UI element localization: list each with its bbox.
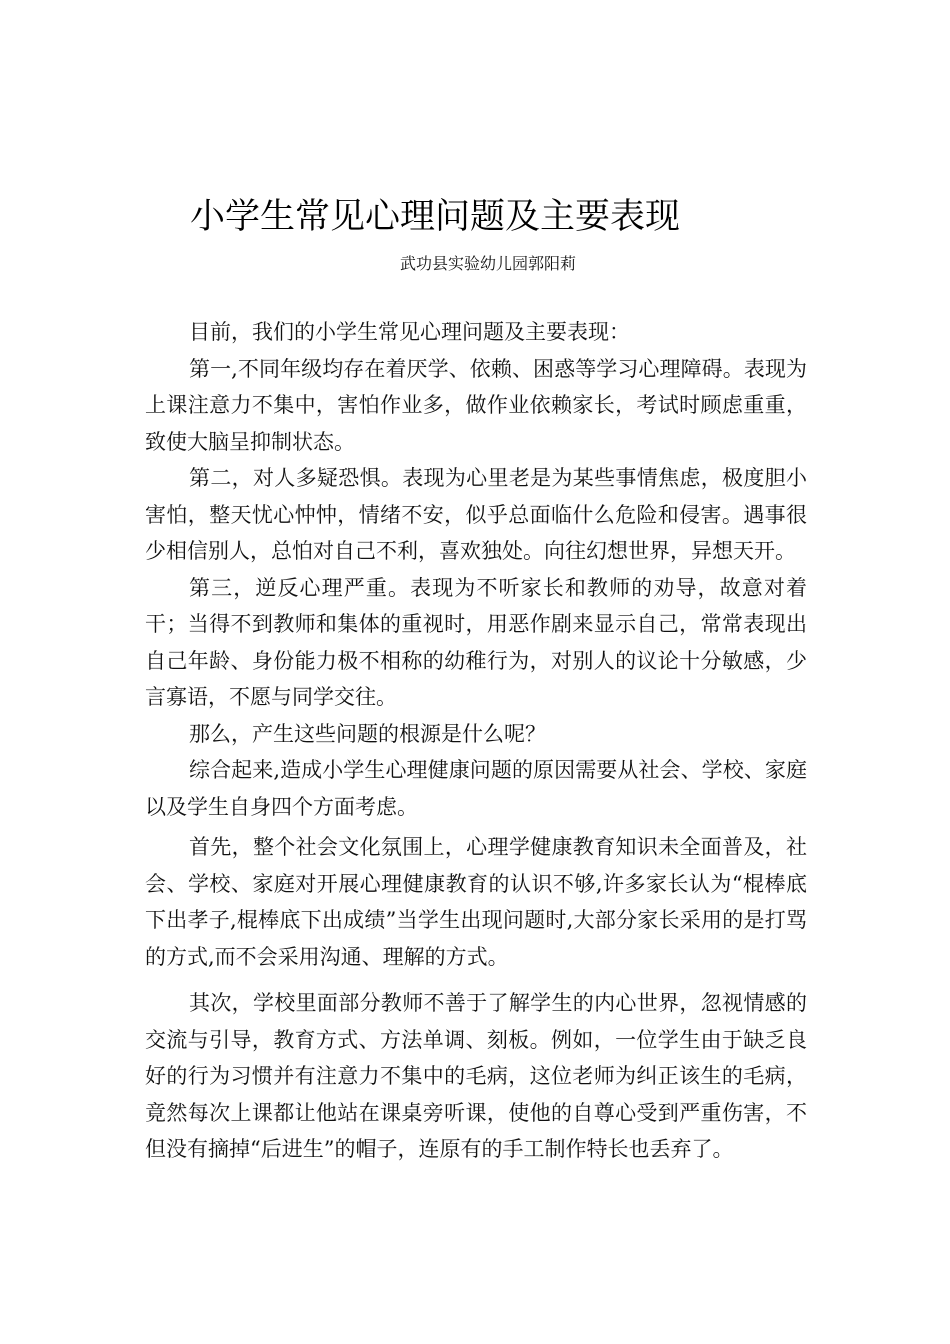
paragraph-intro: 目前，我们的小学生常见心理问题及主要表现： [189, 320, 630, 344]
paragraph-second: 第二，对人多疑恐惧。表现为心里老是为某些事情焦虑，极度胆小害怕，整天忧心忡忡，情绪不安，似乎总面临什么危险和侵害。遇事很少相信别人，总怕对自己不利，喜欢独处。向往幻想世界，异想天开。 [145, 466, 807, 563]
paragraph-summary: 综合起来,造成小学生心理健康问题的原因需要从社会、学校、家庭以及学生自身四个方面考虑。 [145, 758, 807, 819]
paragraph-first: 第一,不同年级均存在着厌学、依赖、困惑等学习心理障碍。表现为上课注意力不集中，害怕作业多，做作业依赖家长，考试时顾虑重重，致使大脑呈抑制状态。 [145, 356, 807, 454]
document-body [145, 314, 807, 1168]
document-author: 武功县实验幼儿园郭阳莉 [400, 254, 577, 273]
paragraph-secondly: 其次，学校里面部分教师不善于了解学生的内心世界，忽视情感的交流与引导，教育方式、方法单调、刻板。例如，一位学生由于缺乏良好的行为习惯并有注意力不集中的毛病，这位老师为纠正该生的毛病，竟然每次上课都让他站在课桌旁听课，使他的自尊心受到严重伤害，不但没有摘掉“后进生”的帽子，连原有的手工制作特长也丢弃了。 [145, 991, 807, 1161]
paragraph-third: 第三，逆反心理严重。表现为不听家长和教师的劝导，故意对着干；当得不到教师和集体的重视时，用恶作剧来显示自己，常常表现出自己年龄、身份能力极不相称的幼稚行为，对别人的议论十分敏感，少言寡语，不愿与同学交往。 [145, 575, 807, 709]
paragraph-question: 那么，产生这些问题的根源是什么呢？ [189, 721, 546, 746]
document-title: 小学生常见心理问题及主要表现 [190, 197, 681, 237]
paragraph-firstly: 首先，整个社会文化氛围上，心理学健康教育知识未全面普及，社会、学校、家庭对开展心理健康教育的认识不够,许多家长认为“棍棒底下出孝子,棍棒底下出成绩”当学生出现问题时,大部分家长采用的是打骂的方式,而不会采用沟通、理解的方式。 [145, 835, 807, 969]
